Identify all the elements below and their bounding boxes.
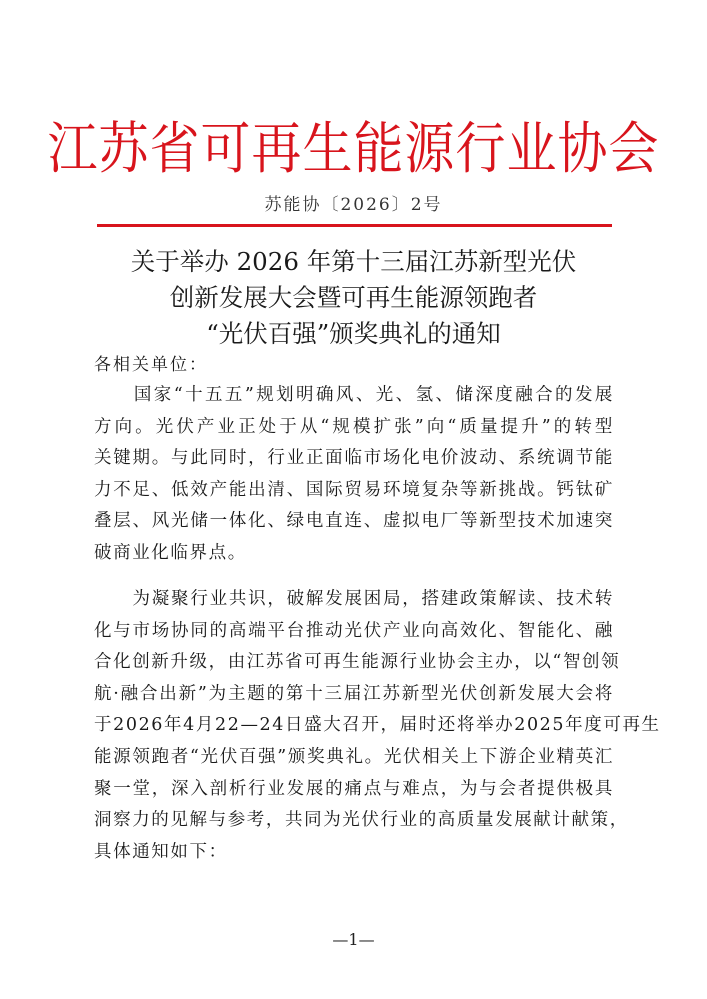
paragraph-line: 国家“十五五”规划明确风、光、氢、储深度融合的发展 xyxy=(94,385,614,405)
paragraph-line: 能源领跑者“光伏百强”颁奖典礼。光伏相关上下游企业精英汇 xyxy=(94,746,614,767)
paragraph-line: 破商业化临界点。 xyxy=(94,542,247,563)
body-paragraph xyxy=(94,584,661,868)
notice-title-line: 关于举办 2026 年第十三届江苏新型光伏 xyxy=(130,247,577,276)
paragraph-line: 化与市场协同的高端平台推动光伏产业向高效化、智能化、融 xyxy=(94,620,614,641)
paragraph-line: 聚一堂，深入剖析行业发展的痛点与难点，为与会者提供极具 xyxy=(94,778,614,799)
paragraph-line: 合化创新升级，由江苏省可再生能源行业协会主办，以“智创领 xyxy=(94,652,621,673)
body-paragraph xyxy=(94,380,614,570)
paragraph-line: 关键期。与此同时，行业正面临市场化电价波动、系统调节能 xyxy=(94,448,614,469)
notice-title-line: “光伏百强”颁奖典礼的通知 xyxy=(206,319,501,348)
paragraph-line: 航·融合出新”为主题的第十三届江苏新型光伏创新发展大会将 xyxy=(94,683,614,704)
paragraph-line: 于2026年4月22—24日盛大召开，届时还将举办2025年度可再生 xyxy=(94,715,661,736)
salutation: 各相关单位： xyxy=(94,355,208,375)
letterhead-divider xyxy=(97,224,612,227)
organization-letterhead: 江苏省可再生能源行业协会 xyxy=(47,116,660,182)
notice-title-line: 创新发展大会暨可再生能源领跑者 xyxy=(169,283,538,312)
paragraph-line: 洞察力的见解与参考，共同为光伏行业的高质量发展献计献策， xyxy=(94,810,629,831)
notice-title xyxy=(0,244,707,352)
document-number: 苏能协〔2026〕2号 xyxy=(264,195,443,215)
paragraph-line: 具体通知如下： xyxy=(94,841,228,862)
page-number: —1— xyxy=(332,930,375,949)
paragraph-line: 叠层、风光储一体化、绿电直连、虚拟电厂等新型技术加速突 xyxy=(94,511,614,532)
paragraph-line: 力不足、低效产能出清、国际贸易环境复杂等新挑战。钙钛矿 xyxy=(94,479,614,500)
paragraph-line: 方向。光伏产业正处于从“规模扩张”向“质量提升”的转型 xyxy=(94,416,614,437)
paragraph-line: 为凝聚行业共识，破解发展困局，搭建政策解读、技术转 xyxy=(94,589,614,609)
